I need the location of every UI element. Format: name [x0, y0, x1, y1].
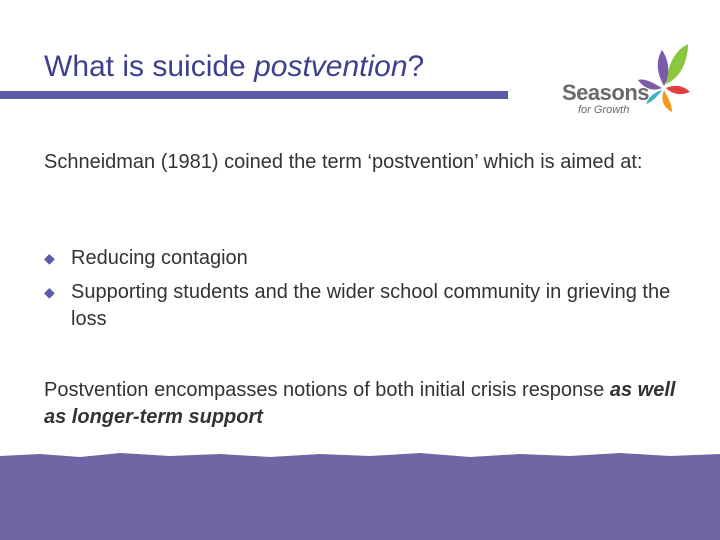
list-item — [44, 245, 684, 272]
closing-paragraph — [44, 377, 684, 431]
title-suffix: ? — [407, 50, 425, 83]
slide-title — [44, 50, 424, 84]
closing-text: Postvention encompasses notions of both initial crisis response — [44, 379, 610, 401]
title-underline-bar — [0, 91, 508, 99]
intro-paragraph: Schneidman (1981) coined the term ‘postvention’ which is aimed at: — [44, 151, 643, 173]
logo-wordmark: Seasons — [562, 80, 649, 105]
title-prefix: What is suicide — [44, 50, 255, 83]
bullet-text: Reducing contagion — [71, 247, 248, 269]
bullet-text: Supporting students and the wider school community in grieving the loss — [71, 281, 671, 330]
footer-band — [0, 452, 720, 540]
diamond-bullet-icon: ◆ — [44, 250, 55, 266]
seasons-logo — [560, 42, 690, 122]
logo-tagline: for Growth — [578, 104, 630, 116]
title-italic: postvention — [254, 50, 408, 83]
diamond-bullet-icon: ◆ — [44, 284, 55, 300]
closing-emphasis: as well as longer-term support — [44, 379, 676, 428]
list-item — [44, 279, 684, 333]
bullet-list — [44, 245, 684, 340]
